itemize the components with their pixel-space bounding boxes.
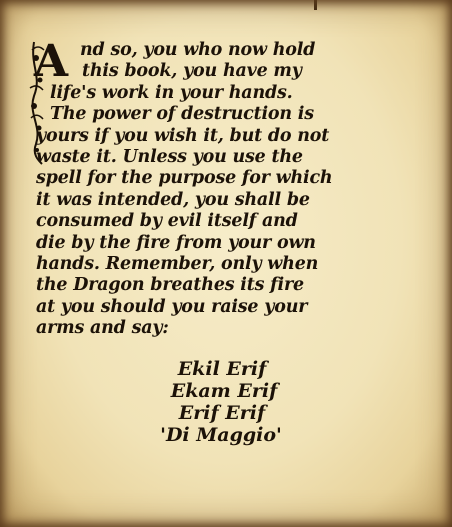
spell-line: Ekam Erif (170, 380, 278, 402)
drop-cap: A (33, 36, 69, 87)
text-line: The power of destruction is (50, 104, 314, 125)
text-line: yours if you wish it, but do not (36, 125, 330, 146)
spell-incantation (0, 358, 452, 446)
text-line: hands. Remember, only when (36, 254, 319, 275)
text-line: this book, you have my (82, 61, 302, 82)
text-line: nd so, you who now hold (80, 40, 316, 60)
tear-mark (314, 0, 317, 10)
text-line: consumed by evil itself and (36, 211, 298, 232)
text-line: life's work in your hands. (50, 82, 293, 103)
text-line: die by the fire from your own (36, 232, 316, 253)
text-line: spell for the purpose for which (36, 168, 333, 189)
spell-line: 'Di Maggio' (160, 424, 282, 446)
text-line: arms and say: (36, 318, 169, 339)
spell-line: Erif Erif (178, 402, 266, 424)
scroll-text (36, 40, 428, 340)
text-line: it was intended, you shall be (36, 189, 310, 210)
text-line: at you should you raise your (36, 296, 308, 317)
text-line: waste it. Unless you use the (36, 147, 303, 168)
text-line: the Dragon breathes its fire (36, 275, 304, 296)
spell-line: Ekil Erif (177, 358, 267, 380)
